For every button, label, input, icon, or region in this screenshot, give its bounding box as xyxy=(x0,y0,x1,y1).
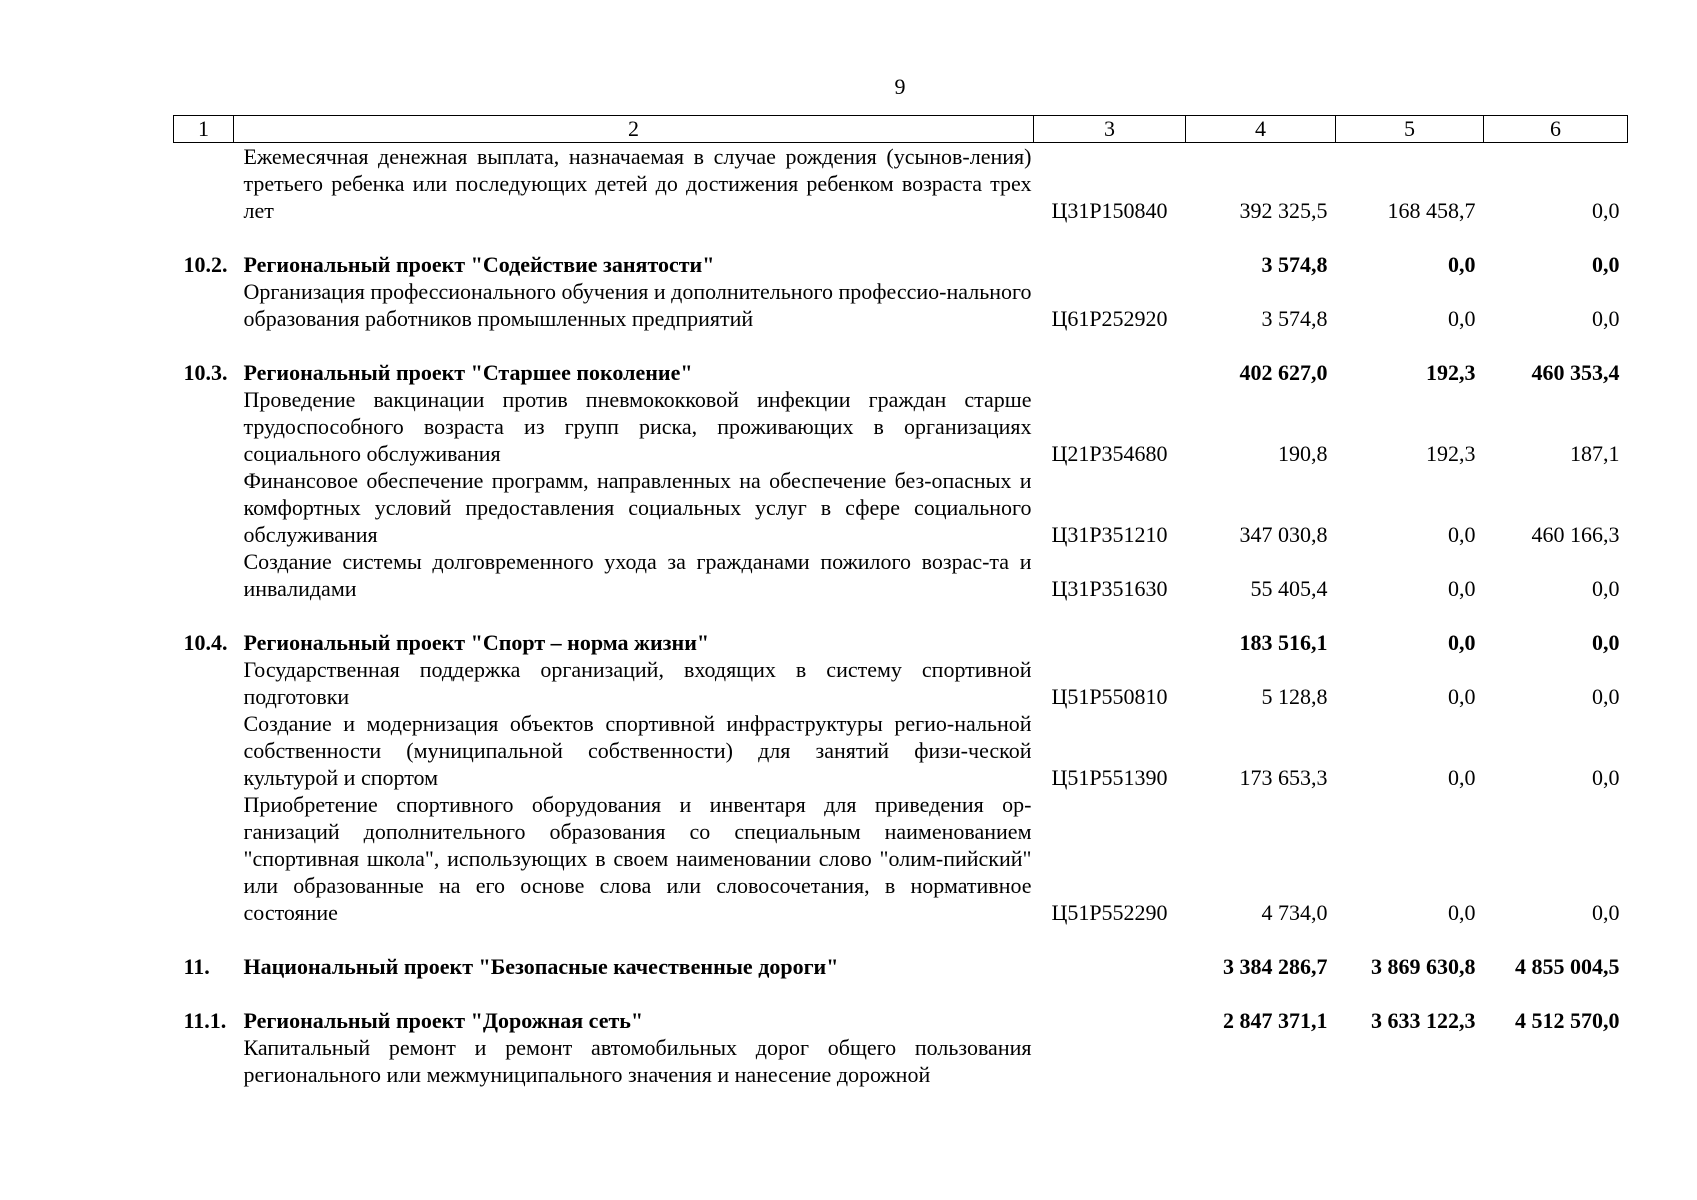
spacer-row xyxy=(174,926,1628,953)
row-code xyxy=(1034,629,1186,656)
row-value-col4: 3 574,8 xyxy=(1261,306,1328,331)
table-row xyxy=(174,467,1628,548)
row-value-col6: 0,0 xyxy=(1592,306,1620,331)
row-value-col5: 168 458,7 xyxy=(1387,198,1476,223)
row-number: 10.4. xyxy=(183,630,228,655)
row-name: Национальный проект "Безопасные качественные дороги" xyxy=(243,954,839,979)
row-name: Ежемесячная денежная выплата, назначаемая в случае рождения (усынов-ления) третьего ребенка или последующих детей до достижения ребенком возраста трех лет xyxy=(243,144,1032,223)
spacer-cell xyxy=(174,980,1628,1007)
table-row xyxy=(174,791,1628,926)
section-row xyxy=(174,629,1628,656)
column-header-2: 2 xyxy=(234,116,1034,143)
row-value-col4: 183 516,1 xyxy=(1239,630,1328,655)
row-value-col6: 4 512 570,0 xyxy=(1515,1008,1620,1033)
row-code xyxy=(1034,1034,1186,1088)
table-row xyxy=(174,710,1628,791)
row-value-col4: 4 734,0 xyxy=(1261,900,1328,925)
row-number xyxy=(174,710,234,791)
row-value-col5: 3 633 122,3 xyxy=(1371,1008,1476,1033)
row-number: 11. xyxy=(183,954,210,979)
row-name: Капитальный ремонт и ремонт автомобильных дорог общего пользования регионального или межмуниципального значения и нанесение дорожной xyxy=(243,1035,1032,1087)
row-name: Создание системы долговременного ухода за гражданами пожилого возрас-та и инвалидами xyxy=(243,549,1032,601)
row-value-col6: 0,0 xyxy=(1592,900,1620,925)
row-value-col4: 2 847 371,1 xyxy=(1223,1008,1328,1033)
column-header-3: 3 xyxy=(1034,116,1186,143)
budget-table xyxy=(173,115,1628,1088)
section-row xyxy=(174,953,1628,980)
row-value-col4: 5 128,8 xyxy=(1261,684,1328,709)
row-value-col5: 0,0 xyxy=(1448,630,1476,655)
header-row xyxy=(174,116,1628,143)
row-number xyxy=(174,1034,234,1088)
row-name: Региональный проект "Спорт – норма жизни" xyxy=(243,630,710,655)
row-value-col5: 0,0 xyxy=(1448,306,1476,331)
row-value-col5: 0,0 xyxy=(1448,900,1476,925)
row-value-col4: 402 627,0 xyxy=(1239,360,1328,385)
row-code: Ц51P551390 xyxy=(1051,765,1168,790)
row-code: Ц21P354680 xyxy=(1051,441,1168,466)
row-code: Ц61P252920 xyxy=(1051,306,1168,331)
row-value-col5: 192,3 xyxy=(1426,441,1476,466)
row-number xyxy=(174,467,234,548)
row-value-col4: 190,8 xyxy=(1278,441,1328,466)
row-code: Ц51P552290 xyxy=(1051,900,1168,925)
row-number xyxy=(174,278,234,332)
column-header-4: 4 xyxy=(1186,116,1336,143)
row-code xyxy=(1034,953,1186,980)
row-name: Региональный проект "Старшее поколение" xyxy=(243,360,693,385)
row-number xyxy=(174,386,234,467)
column-header-1: 1 xyxy=(174,116,234,143)
row-code: Ц51P550810 xyxy=(1051,684,1168,709)
row-name: Региональный проект "Содействие занятости" xyxy=(243,252,715,277)
row-code xyxy=(1034,251,1186,278)
spacer-row xyxy=(174,602,1628,629)
row-number xyxy=(174,791,234,926)
row-name: Организация профессионального обучения и дополнительного профессио-нального образования работников промышленных предприятий xyxy=(243,279,1032,331)
row-value-col5: 0,0 xyxy=(1448,576,1476,601)
table-row xyxy=(174,143,1628,225)
row-number: 10.2. xyxy=(183,252,228,277)
row-number xyxy=(174,656,234,710)
row-value-col6: 460 353,4 xyxy=(1531,360,1620,385)
row-code xyxy=(1034,1007,1186,1034)
spacer-cell xyxy=(174,332,1628,359)
row-value-col4: 392 325,5 xyxy=(1239,198,1328,223)
page-number: 9 xyxy=(894,74,906,99)
row-value-col6: 0,0 xyxy=(1592,684,1620,709)
row-value-col5: 0,0 xyxy=(1448,684,1476,709)
row-value-col5 xyxy=(1336,1034,1484,1088)
table-row xyxy=(174,278,1628,332)
row-number xyxy=(174,548,234,602)
row-code: Ц31P150840 xyxy=(1051,198,1168,223)
row-value-col5: 0,0 xyxy=(1448,765,1476,790)
row-code: Ц31P351630 xyxy=(1051,576,1168,601)
table-body xyxy=(174,143,1628,1089)
spacer-row xyxy=(174,224,1628,251)
spacer-row xyxy=(174,980,1628,1007)
row-value-col6: 0,0 xyxy=(1592,630,1620,655)
row-value-col4: 3 574,8 xyxy=(1261,252,1328,277)
row-name: Приобретение спортивного оборудования и инвентаря для приведения ор-ганизаций дополнительного образования со специальным наименованием "спортивная школа", использующих в своем наименовании слово "олим-пийский" или образованные на его основе слова или словосочетания, в нормативное состояние xyxy=(243,792,1032,925)
row-value-col6 xyxy=(1484,1034,1628,1088)
table-row xyxy=(174,1034,1628,1088)
section-row xyxy=(174,359,1628,386)
row-value-col6: 187,1 xyxy=(1570,441,1620,466)
row-value-col6: 0,0 xyxy=(1592,576,1620,601)
table-row xyxy=(174,386,1628,467)
row-value-col6: 0,0 xyxy=(1592,765,1620,790)
row-name: Проведение вакцинации против пневмококковой инфекции граждан старше трудоспособного возраста из групп риска, проживающих в организациях социального обслуживания xyxy=(243,387,1032,466)
row-value-col6: 460 166,3 xyxy=(1531,522,1620,547)
spacer-row xyxy=(174,332,1628,359)
row-number: 10.3. xyxy=(183,360,228,385)
section-row xyxy=(174,251,1628,278)
section-row xyxy=(174,1007,1628,1034)
column-header-5: 5 xyxy=(1336,116,1484,143)
spacer-cell xyxy=(174,926,1628,953)
row-value-col6: 0,0 xyxy=(1592,198,1620,223)
row-name: Создание и модернизация объектов спортивной инфраструктуры регио-нальной собственности (муниципальной собственности) для занятий физи-ческой культурой и спортом xyxy=(243,711,1032,790)
row-name: Государственная поддержка организаций, входящих в систему спортивной подготовки xyxy=(243,657,1032,709)
spacer-cell xyxy=(174,224,1628,251)
row-value-col4 xyxy=(1186,1034,1336,1088)
row-value-col5: 0,0 xyxy=(1448,252,1476,277)
row-value-col5: 3 869 630,8 xyxy=(1371,954,1476,979)
row-value-col4: 55 405,4 xyxy=(1250,576,1328,601)
row-name: Региональный проект "Дорожная сеть" xyxy=(243,1008,644,1033)
column-header-6: 6 xyxy=(1484,116,1628,143)
table-row xyxy=(174,548,1628,602)
row-name: Финансовое обеспечение программ, направленных на обеспечение без-опасных и комфортных условий предоставления социальных услуг в сфере социального обслуживания xyxy=(243,468,1032,547)
row-number: 11.1. xyxy=(183,1008,227,1033)
row-code: Ц31P351210 xyxy=(1051,522,1168,547)
row-value-col6: 0,0 xyxy=(1592,252,1620,277)
spacer-cell xyxy=(174,602,1628,629)
row-value-col4: 173 653,3 xyxy=(1239,765,1328,790)
row-value-col5: 192,3 xyxy=(1426,360,1476,385)
row-value-col4: 3 384 286,7 xyxy=(1223,954,1328,979)
table-row xyxy=(174,656,1628,710)
row-value-col4: 347 030,8 xyxy=(1239,522,1328,547)
row-code xyxy=(1034,359,1186,386)
row-number xyxy=(174,143,234,225)
row-value-col6: 4 855 004,5 xyxy=(1515,954,1620,979)
row-value-col5: 0,0 xyxy=(1448,522,1476,547)
